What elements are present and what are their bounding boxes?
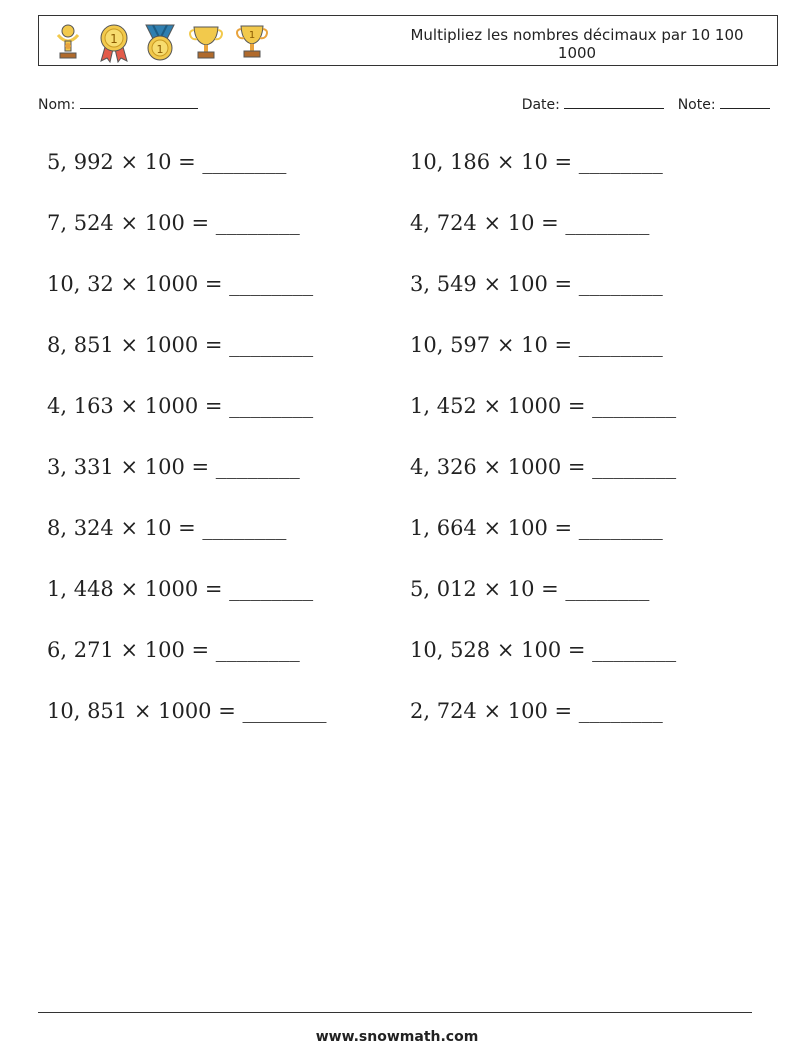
problem-right-2: 4, 724 × 10 = ________ <box>410 211 650 235</box>
name-blank[interactable] <box>80 94 198 109</box>
svg-text:1: 1 <box>248 30 256 41</box>
problem-right-5: 1, 452 × 1000 = ________ <box>410 394 677 418</box>
name-field <box>38 94 198 113</box>
cup-number-one-icon <box>233 21 271 63</box>
problem-right-6: 4, 326 × 1000 = ________ <box>410 455 677 479</box>
problem-right-8: 5, 012 × 10 = ________ <box>410 577 650 601</box>
problem-left-6: 3, 331 × 100 = ________ <box>47 455 300 479</box>
problem-right-1: 10, 186 × 10 = ________ <box>410 150 663 174</box>
problem-right-9: 10, 528 × 100 = ________ <box>410 638 677 662</box>
problem-right-7: 1, 664 × 100 = ________ <box>410 516 663 540</box>
medal-blue-ribbon-icon <box>141 21 179 63</box>
problem-right-4: 10, 597 × 10 = ________ <box>410 333 663 357</box>
problem-left-5: 4, 163 × 1000 = ________ <box>47 394 314 418</box>
problem-left-1: 5, 992 × 10 = ________ <box>47 150 287 174</box>
svg-text:1: 1 <box>110 32 118 46</box>
problem-left-10: 10, 851 × 1000 = ________ <box>47 699 327 723</box>
svg-text:1: 1 <box>156 43 164 56</box>
note-blank[interactable] <box>720 94 770 109</box>
worksheet-title: Multipliez les nombres décimaux par 10 100 1000 <box>410 26 744 62</box>
trophy-figure-icon <box>49 21 87 63</box>
problem-left-4: 8, 851 × 1000 = ________ <box>47 333 314 357</box>
problem-left-3: 10, 32 × 1000 = ________ <box>47 272 314 296</box>
date-note-fields <box>522 94 770 113</box>
footer-divider <box>38 1012 752 1013</box>
worksheet-header <box>38 15 778 66</box>
cup-trophy-icon <box>187 21 225 63</box>
problem-left-9: 6, 271 × 100 = ________ <box>47 638 300 662</box>
date-label: Date: <box>521 97 560 113</box>
problem-left-7: 8, 324 × 10 = ________ <box>47 516 287 540</box>
problem-right-3: 3, 549 × 100 = ________ <box>410 272 663 296</box>
problem-right-10: 2, 724 × 100 = ________ <box>410 699 663 723</box>
problem-left-8: 1, 448 × 1000 = ________ <box>47 577 314 601</box>
medal-ribbon-icon <box>95 21 133 63</box>
footer-url[interactable]: www.snowmath.com <box>315 1029 479 1045</box>
date-blank[interactable] <box>564 94 664 109</box>
problem-left-2: 7, 524 × 100 = ________ <box>47 211 300 235</box>
note-label: Note: <box>677 97 716 113</box>
name-label: Nom: <box>38 97 76 113</box>
award-icons <box>49 21 271 63</box>
